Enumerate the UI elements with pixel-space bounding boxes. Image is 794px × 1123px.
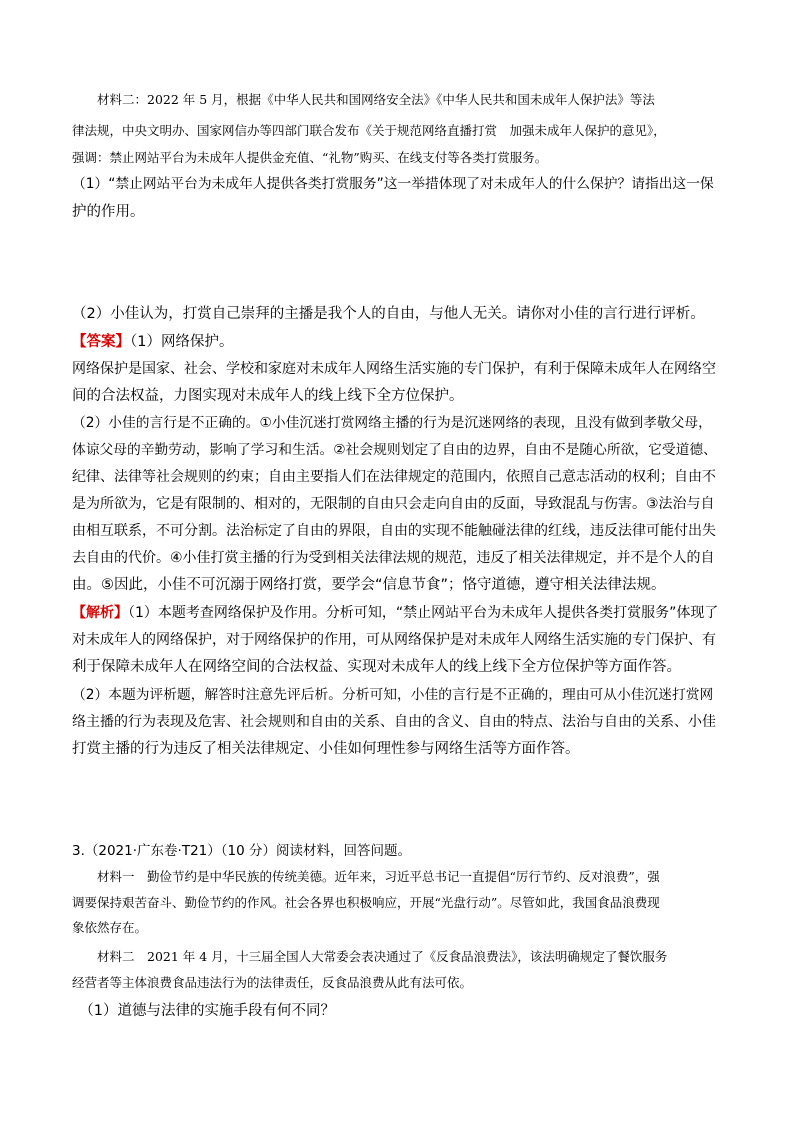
answer-label: 【答案】 [72, 334, 130, 350]
analysis-line: 打赏主播的行为违反了相关法律规定、小佳如何理性参与网络生活等方面作答。 [72, 741, 580, 757]
q3-material1-line: 象依然存在。 [72, 920, 148, 935]
analysis-line: （2）本题为评析题，解答时注意先评后析。分析可知，小佳的言行是不正确的，理由可从小佳沉迷打赏网 [72, 687, 714, 703]
analysis-line: 利于保障未成年人在网络空间的合法权益、实现对未成年人的线上线下全方位保护等方面作答。 [72, 659, 681, 675]
answer-line: 由相互联系，不可分割。法治标定了自由的界限，自由的实现不能触碰法律的红线，违反法律可能付出失 [72, 523, 716, 539]
material2-line-1: 材料二：2022 年 5 月，根据《中华人民共和国网络安全法》《中华人民共和国未成年人保护法》等法 [72, 92, 655, 107]
answer-line: 由。⑤因此，小佳不可沉溺于网络打赏，要学会“信息节食”；恪守道德，遵守相关法律法规。 [72, 577, 666, 593]
question-2-line: （2）小佳认为，打赏自己崇拜的主播是我个人的自由，与他人无关。请你对小佳的言行进行评析。 [72, 306, 705, 322]
answer-first-line [72, 328, 722, 356]
q3-material1-line: 材料一 勤俭节约是中华民族的传统美德。近年来，习近平总书记一直提倡“厉行节约、反对浪费”，强 [72, 869, 660, 884]
analysis-first-line [72, 599, 722, 627]
answer-line: 体谅父母的辛勤劳动，影响了学习和生活。②社会规则划定了自由的边界，自由不是随心所欲，它受道德、 [72, 442, 717, 458]
answer-line: 间的合法权益，力图实现对未成年人的线上线下全方位保护。 [72, 388, 464, 404]
q3-material2-line: 材料二 2021 年 4 月，十三届全国人大常委会表决通过了《反食品浪费法》，该法明确规定了餐饮服务 [72, 949, 668, 964]
analysis-line: 络主播的行为表现及危害、社会规则和自由的关系、自由的含义、自由的特点、法治与自由的关系、小佳 [72, 714, 716, 730]
question-1-line-1: （1）“禁止网站平台为未成年人提供各类打赏服务”这一举措体现了对未成年人的什么保护？请指出这一保 [72, 176, 714, 192]
material2-line-2: 律法规，中央文明办、国家网信办等四部门联合发布《关于规范网络直播打赏 加强未成年人保护的意见》， [72, 123, 666, 138]
analysis-first-text: （1）本题考查网络保护及作用。分析可知，“禁止网站平台为未成年人提供各类打赏服务”体现了 [128, 605, 719, 621]
question-3-header: 3.（2021·广东卷·T21）（10 分）阅读材料，回答问题。 [72, 843, 411, 859]
question-1-line-2: 护的作用。 [72, 204, 145, 220]
answer-line: （2）小佳的言行是不正确的。①小佳沉迷打赏网络主播的行为是沉迷网络的表现，且没有做到孝敬父母， [72, 415, 712, 431]
analysis-label: 【解析】 [72, 605, 128, 621]
answer-line: 纪律、法律等社会规则的约束；自由主要指人们在法律规定的范围内，依照自己意志活动的权利；自由不 [72, 469, 716, 485]
answer-line: 是为所欲为，它是有限制的、相对的，无限制的自由只会走向自由的反面，导致混乱与伤害。③法治与自 [72, 496, 715, 512]
q3-material1-line: 调要保持艰苦奋斗、勤俭节约的作风。社会各界也积极响应，开展“光盘行动”。尽管如此，我国食品浪费现 [72, 895, 660, 910]
q3-material2-line: 经营者等主体浪费食品违法行为的法律责任，反食品浪费从此有法可依。 [72, 975, 473, 990]
answer-line: 去自由的代价。④小佳打赏主播的行为受到相关法律法规的规范，违反了相关法律规定，并不是个人的自 [72, 550, 715, 566]
answer-first-text: （1）网络保护。 [130, 334, 234, 350]
analysis-line: 对未成年人的网络保护，对于网络保护的作用，可从网络保护是对未成年人网络生活实施的专门保护、有 [72, 632, 716, 648]
answer-line: 网络保护是国家、社会、学校和家庭对未成年人网络生活实施的专门保护，有利于保障未成年人在网络空 [72, 361, 716, 377]
material2-line-3: 强调：禁止网站平台为未成年人提供金充值、“礼物”购买、在线支付等各类打赏服务。 [72, 150, 548, 165]
q3-subquestion-1: （1）道德与法律的实施手段有何不同？ [72, 1003, 335, 1019]
